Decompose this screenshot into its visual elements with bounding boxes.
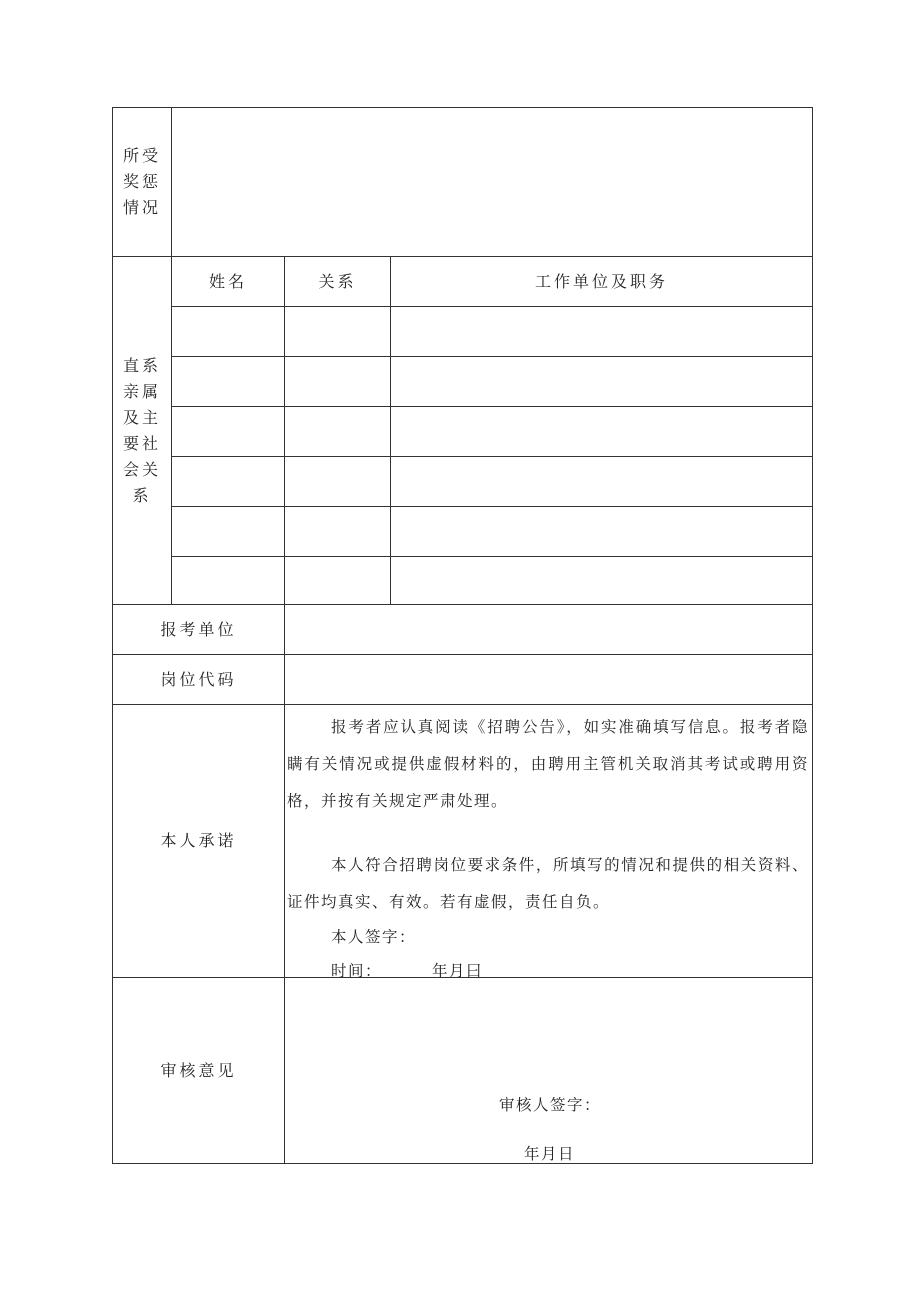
relative-row-name[interactable] xyxy=(171,456,285,507)
relative-row-work[interactable] xyxy=(390,306,813,357)
relative-row-name[interactable] xyxy=(171,556,285,605)
awards-content-cell[interactable] xyxy=(171,107,813,257)
relative-row-name[interactable] xyxy=(171,306,285,357)
relative-row-work[interactable] xyxy=(390,356,813,407)
relatives-label-cell xyxy=(112,256,172,605)
relative-row-relation[interactable] xyxy=(284,406,391,457)
awards-label: 所受奖惩情况 xyxy=(122,146,161,217)
relative-row-work[interactable] xyxy=(390,506,813,557)
relative-row-name[interactable] xyxy=(171,506,285,557)
relative-row-work[interactable] xyxy=(390,556,813,605)
relative-row-relation[interactable] xyxy=(284,306,391,357)
pledge-paragraph-2: 本人符合招聘岗位要求条件，所填写的情况和提供的相关资料、证件均真实、有效。若有虚假，责任自负。 xyxy=(287,856,809,911)
review-date-text: 年月日 xyxy=(524,1145,576,1163)
apply-unit-field[interactable] xyxy=(284,604,813,655)
pledge-time-label: 时间： xyxy=(331,962,383,980)
pledge-signature-label: 本人签字： xyxy=(331,928,417,946)
position-code-field[interactable] xyxy=(284,654,813,705)
relative-row-relation[interactable] xyxy=(284,356,391,407)
pledge-content-cell xyxy=(284,704,813,978)
review-label: 审核意见 xyxy=(160,1060,237,1080)
relative-row-relation[interactable] xyxy=(284,506,391,557)
relative-row-relation[interactable] xyxy=(284,556,391,605)
pledge-label: 本人承诺 xyxy=(160,831,237,850)
relatives-header-relation: 关系 xyxy=(284,256,391,307)
review-content-cell[interactable] xyxy=(284,977,813,1164)
relative-row-name[interactable] xyxy=(171,356,285,407)
relative-row-work[interactable] xyxy=(390,406,813,457)
review-signature-label: 审核人签字： xyxy=(499,1096,602,1114)
relatives-header-name: 姓名 xyxy=(171,256,285,307)
review-label-cell xyxy=(112,977,285,1164)
pledge-paragraph-1: 报考者应认真阅读《招聘公告》，如实准确填写信息。报考者隐瞒有关情况或提供虚假材料的，由聘用主管机关取消其考试或聘用资格，并按有关规定严肃处理。 xyxy=(287,718,809,810)
position-code-label: 岗位代码 xyxy=(160,669,237,689)
apply-unit-label-cell xyxy=(112,604,285,655)
position-code-label-cell xyxy=(112,654,285,705)
pledge-label-cell xyxy=(112,704,285,978)
relative-row-relation[interactable] xyxy=(284,456,391,507)
relatives-label: 直系亲属及主要社会关系 xyxy=(122,355,161,505)
pledge-date-text: 年月曰 xyxy=(432,962,484,980)
relative-row-name[interactable] xyxy=(171,406,285,457)
relative-row-work[interactable] xyxy=(390,456,813,507)
apply-unit-label: 报考单位 xyxy=(160,619,237,639)
awards-label-cell xyxy=(112,107,172,257)
relatives-header-work: 工作单位及职务 xyxy=(390,256,813,307)
